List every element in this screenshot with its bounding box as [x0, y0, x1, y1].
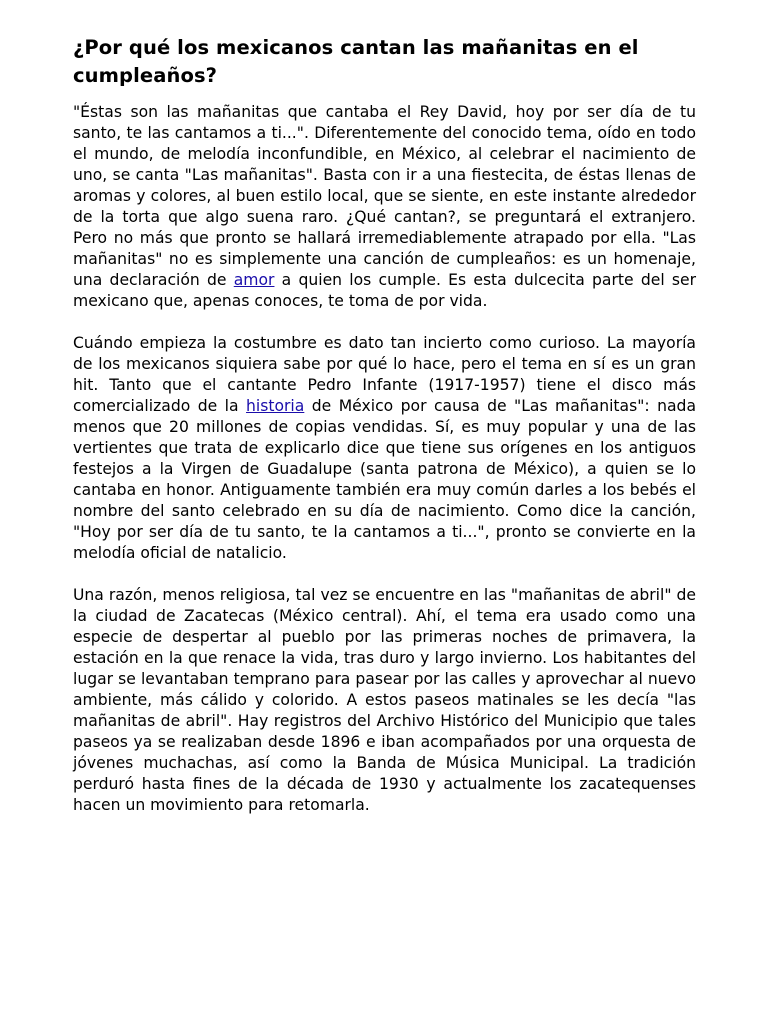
document-page — [73, 34, 696, 837]
paragraph-2 — [73, 333, 696, 564]
amor-link[interactable]: amor — [233, 271, 275, 289]
title-container — [73, 34, 696, 87]
paragraph-1-text-before: "Éstas son las mañanitas que cantaba el Rey David, hoy por ser día de tu santo, te las cantamos a ti...". Diferentemente del conocido tema, oído en todo el mundo, de melodía inconfundible, en México, al celebrar el nacimiento de uno, se canta "Las mañanitas". Basta con ir a una fiestecita, de éstas llenas de aromas y colores, al buen estilo local, que se siente, en este instante alrededor de la torta que algo suena raro. ¿Qué cantan?, se preguntará el extranjero. Pero no más que pronto se hallará irremediablemente atrapado por ella. "Las mañanitas" no es simplemente una canción de cumpleaños: es un homenaje, una declaración de — [73, 103, 696, 289]
paragraph-1 — [73, 102, 696, 312]
paragraph-1-text-after: a quien los cumple. Es esta dulcecita parte del ser mexicano que, apenas conoces, te toma de por vida. — [73, 271, 697, 310]
paragraph-2-text-before: Cuándo empieza la costumbre es dato tan incierto como curioso. La mayoría de los mexicanos siquiera sabe por qué lo hace, pero el tema en sí es un gran hit. Tanto que el cantante Pedro Infante (1917-1957) tiene el disco más comercializado de la — [73, 334, 696, 415]
page-title: ¿Por qué los mexicanos cantan las mañanitas en el cumpleaños? — [73, 36, 639, 87]
paragraph-2-text-after: de México por causa de "Las mañanitas": nada menos que 20 millones de copias vendidas. Sí, es muy popular y una de las vertientes que trata de explicarlo dice que tiene sus orígenes en los antiguos festejos a la Virgen de Guadalupe (santa patrona de México), a quien se lo cantaba en honor. Antiguamente también era muy común darles a los bebés el nombre del santo celebrado en su día de nacimiento. Como dice la canción, "Hoy por ser día de tu santo, te la cantamos a ti...", pronto se convierte en la melodía oficial de natalicio. — [73, 397, 697, 562]
historia-link[interactable]: historia — [246, 397, 305, 415]
paragraph-3: Una razón, menos religiosa, tal vez se encuentre en las "mañanitas de abril" de la ciudad de Zacatecas (México central). Ahí, el tema era usado como una especie de despertar al pueblo por las primeras noches de primavera, la estación en la que renace la vida, tras duro y largo invierno. Los habitantes del lugar se levantaban temprano para pasear por las calles y aprovechar al nuevo ambiente, más cálido y colorido. A estos paseos matinales se les decía "las mañanitas de abril". Hay registros del Archivo Histórico del Municipio que tales paseos ya se realizaban desde 1896 e iban acompañados por una orquesta de jóvenes muchachas, así como la Banda de Música Municipal. La tradición perduró hasta fines de la década de 1930 y actualmente los zacatequenses hacen un movimiento para retomarla. — [73, 586, 696, 814]
